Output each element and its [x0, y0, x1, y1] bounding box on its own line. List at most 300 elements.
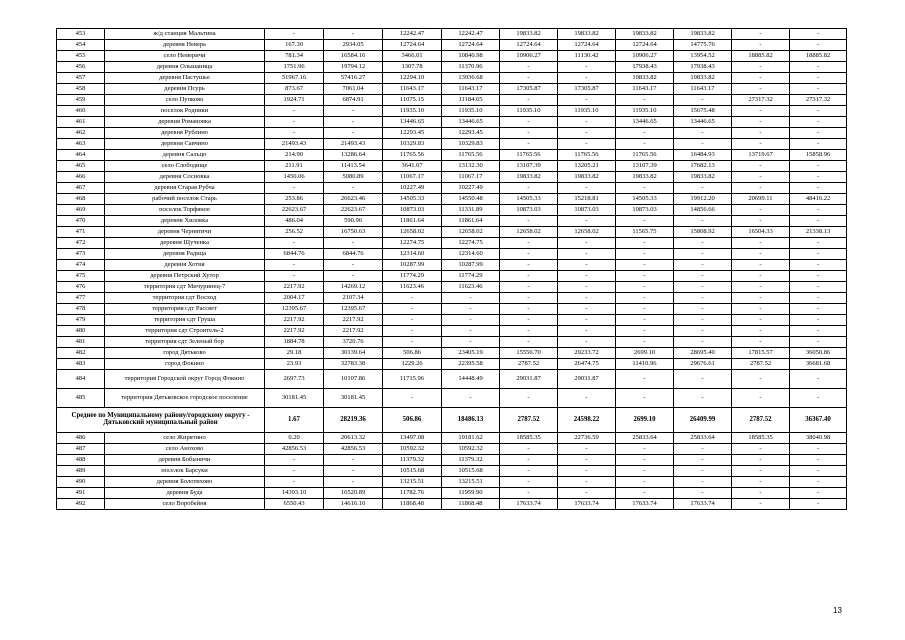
summary-row: [57, 408, 847, 433]
table-cell: 24598.22: [558, 408, 616, 433]
table-cell: 6844.76: [265, 249, 324, 260]
table-row: [57, 29, 847, 40]
table-row: [57, 304, 847, 315]
table-cell: 211.91: [265, 161, 324, 172]
table-cell: -: [265, 117, 324, 128]
table-cell: 10873.03: [616, 205, 674, 216]
table-cell: 10873.03: [558, 205, 616, 216]
table-cell: 28219.36: [324, 408, 383, 433]
table-cell: -: [732, 260, 790, 271]
table-cell: -: [732, 139, 790, 150]
table-cell: 1884.78: [265, 337, 324, 348]
table-cell: 17633.74: [616, 499, 674, 510]
table-cell: 1307.78: [383, 62, 442, 73]
table-cell: 468: [57, 194, 105, 205]
table-cell: деревня Хотня: [105, 260, 265, 271]
table-cell: 11782.76: [383, 488, 442, 499]
table-cell: 30139.64: [324, 348, 383, 359]
table-cell: -: [324, 477, 383, 488]
table-cell: 1.67: [265, 408, 324, 433]
table-row: [57, 389, 847, 408]
table-cell: 36050.86: [790, 348, 847, 359]
table-cell: территория сдт Зеленый бор: [105, 337, 265, 348]
table-cell: -: [500, 282, 558, 293]
table-cell: 18585.35: [500, 433, 558, 444]
table-cell: 3466.01: [383, 51, 442, 62]
table-cell: 472: [57, 238, 105, 249]
table-cell: 16520.89: [324, 488, 383, 499]
table-cell: 13446.65: [442, 117, 500, 128]
table-cell: -: [558, 117, 616, 128]
table-cell: 21493.43: [324, 139, 383, 150]
table-cell: 10515.68: [442, 466, 500, 477]
table-cell: -: [383, 337, 442, 348]
table-cell: -: [790, 326, 847, 337]
table-cell: 16750.63: [324, 227, 383, 238]
table-cell: 14448.49: [442, 370, 500, 389]
table-cell: 459: [57, 95, 105, 106]
table-cell: -: [732, 29, 790, 40]
table-row: [57, 106, 847, 117]
table-row: [57, 150, 847, 161]
table-cell: 473: [57, 249, 105, 260]
table-row: [57, 348, 847, 359]
table-cell: 36681.68: [790, 359, 847, 370]
table-cell: деревня Рублино: [105, 128, 265, 139]
table-cell: 27317.32: [732, 95, 790, 106]
table-cell: 0.20: [265, 433, 324, 444]
table-cell: 19833.82: [674, 172, 732, 183]
table-cell: 13446.65: [383, 117, 442, 128]
table-cell: 484: [57, 370, 105, 389]
table-cell: -: [383, 389, 442, 408]
table-cell: 12242.47: [383, 29, 442, 40]
table-cell: 25833.64: [616, 433, 674, 444]
table-cell: -: [616, 455, 674, 466]
table-cell: 2217.92: [265, 282, 324, 293]
table-cell: 465: [57, 161, 105, 172]
table-cell: -: [674, 260, 732, 271]
table-cell: 18885.82: [790, 51, 847, 62]
table-cell: -: [790, 117, 847, 128]
table-cell: территория Городской округ Город Фокино: [105, 370, 265, 389]
table-cell: 17633.74: [500, 499, 558, 510]
table-cell: 12724.64: [500, 40, 558, 51]
table-cell: 14505.33: [383, 194, 442, 205]
table-cell: 13954.52: [674, 51, 732, 62]
table-cell: 11565.75: [616, 227, 674, 238]
table-cell: -: [500, 455, 558, 466]
table-cell: 20613.32: [324, 433, 383, 444]
table-cell: -: [790, 40, 847, 51]
table-cell: 11331.89: [442, 205, 500, 216]
table-cell: -: [558, 95, 616, 106]
table-cell: -: [558, 128, 616, 139]
table-cell: 17305.87: [558, 84, 616, 95]
table-cell: 11774.29: [442, 271, 500, 282]
table-cell: -: [500, 444, 558, 455]
table-cell: -: [790, 172, 847, 183]
table-cell: -: [732, 315, 790, 326]
table-cell: 10107.86: [324, 370, 383, 389]
table-cell: 11184.65: [442, 95, 500, 106]
table-cell: 590.96: [324, 216, 383, 227]
table-cell: 2699.10: [616, 348, 674, 359]
table-cell: 11935.10: [500, 106, 558, 117]
table-cell: -: [790, 139, 847, 150]
table-cell: 458: [57, 84, 105, 95]
table-cell: 479: [57, 315, 105, 326]
table-cell: -: [616, 216, 674, 227]
table-cell: -: [558, 183, 616, 194]
table-cell: 13107.39: [500, 161, 558, 172]
table-cell: 2787.52: [732, 408, 790, 433]
table-row: [57, 172, 847, 183]
table-cell: 13215.51: [442, 477, 500, 488]
table-cell: 14616.10: [324, 499, 383, 510]
table-cell: 2787.52: [500, 359, 558, 370]
table-cell: -: [558, 139, 616, 150]
table-cell: -: [674, 370, 732, 389]
table-cell: -: [442, 315, 500, 326]
table-cell: 48416.22: [790, 194, 847, 205]
table-row: [57, 444, 847, 455]
table-cell: 12314.60: [383, 249, 442, 260]
table-cell: -: [616, 95, 674, 106]
table-cell: 486.04: [265, 216, 324, 227]
table-cell: -: [500, 326, 558, 337]
table-cell: -: [732, 183, 790, 194]
table-cell: -: [790, 183, 847, 194]
table-row: [57, 499, 847, 510]
table-cell: 21338.13: [790, 227, 847, 238]
table-cell: 12395.67: [324, 304, 383, 315]
table-row: [57, 161, 847, 172]
table-cell: 11643.17: [442, 84, 500, 95]
table-row: [57, 477, 847, 488]
summary-label: Среднее по Муниципальному району/городскому округу - Дятьковский муниципальный район: [57, 408, 265, 433]
table-cell: 11861.64: [442, 216, 500, 227]
table-cell: 454: [57, 40, 105, 51]
table-cell: 18885.82: [732, 51, 790, 62]
table-cell: 2217.92: [265, 315, 324, 326]
table-cell: 11643.17: [674, 84, 732, 95]
table-cell: -: [265, 260, 324, 271]
table-cell: 13107.39: [616, 161, 674, 172]
table-cell: 471: [57, 227, 105, 238]
table-cell: 1229.26: [383, 359, 442, 370]
table-cell: 11765.56: [442, 150, 500, 161]
table-cell: -: [790, 370, 847, 389]
table-row: [57, 359, 847, 370]
table-cell: -: [500, 293, 558, 304]
table-cell: -: [732, 216, 790, 227]
table-cell: 10873.03: [383, 205, 442, 216]
table-cell: -: [324, 183, 383, 194]
table-cell: 1450.06: [265, 172, 324, 183]
table-cell: 3641.07: [383, 161, 442, 172]
table-cell: -: [558, 304, 616, 315]
table-cell: 7061.04: [324, 84, 383, 95]
table-cell: 22736.59: [558, 433, 616, 444]
table-row: [57, 194, 847, 205]
table-cell: 481: [57, 337, 105, 348]
table-row: [57, 84, 847, 95]
table-cell: -: [558, 455, 616, 466]
table-cell: 29031.87: [558, 370, 616, 389]
table-cell: -: [674, 315, 732, 326]
table-cell: -: [732, 477, 790, 488]
table-cell: деревня Чернятичи: [105, 227, 265, 238]
table-cell: 476: [57, 282, 105, 293]
table-cell: -: [616, 304, 674, 315]
table-cell: 12314.60: [442, 249, 500, 260]
table-cell: -: [558, 73, 616, 84]
table-cell: деревня Савчино: [105, 139, 265, 150]
table-cell: 19833.82: [616, 29, 674, 40]
table-cell: город Дятьково: [105, 348, 265, 359]
table-cell: -: [674, 466, 732, 477]
table-cell: 13936.68: [442, 73, 500, 84]
table-cell: 12395.67: [265, 304, 324, 315]
table-cell: 11075.15: [383, 95, 442, 106]
table-cell: -: [324, 117, 383, 128]
table-cell: 20699.11: [732, 194, 790, 205]
table-cell: 474: [57, 260, 105, 271]
table-cell: -: [558, 271, 616, 282]
table-cell: -: [732, 249, 790, 260]
table-cell: 13446.65: [674, 117, 732, 128]
table-cell: 12658.02: [442, 227, 500, 238]
table-cell: -: [790, 161, 847, 172]
data-table: [56, 28, 847, 510]
table-row: [57, 238, 847, 249]
page-number: 13: [833, 606, 842, 615]
table-cell: 13446.65: [616, 117, 674, 128]
table-row: [57, 227, 847, 238]
table-cell: 30181.45: [265, 389, 324, 408]
table-cell: 480: [57, 326, 105, 337]
table-cell: -: [790, 216, 847, 227]
table-cell: 22623.67: [324, 205, 383, 216]
table-cell: деревня Бобыничи: [105, 455, 265, 466]
table-cell: 873.67: [265, 84, 324, 95]
table-cell: -: [616, 128, 674, 139]
table-cell: -: [265, 466, 324, 477]
table-cell: 28695.40: [674, 348, 732, 359]
table-cell: -: [790, 29, 847, 40]
table-cell: -: [616, 249, 674, 260]
table-cell: -: [790, 238, 847, 249]
table-cell: 1751.96: [265, 62, 324, 73]
table-cell: 462: [57, 128, 105, 139]
table-cell: -: [674, 455, 732, 466]
table-cell: 11370.96: [442, 62, 500, 73]
table-cell: 781.34: [265, 51, 324, 62]
table-row: [57, 455, 847, 466]
table-row: [57, 95, 847, 106]
table-cell: -: [500, 183, 558, 194]
table-cell: -: [500, 271, 558, 282]
table-row: [57, 433, 847, 444]
table-cell: -: [616, 337, 674, 348]
table-cell: 11765.56: [558, 150, 616, 161]
table-cell: 12658.02: [383, 227, 442, 238]
table-cell: 506.86: [383, 408, 442, 433]
table-cell: -: [674, 326, 732, 337]
table-cell: деревня Псурь: [105, 84, 265, 95]
table-cell: 10906.27: [500, 51, 558, 62]
table-cell: 11623.46: [383, 282, 442, 293]
table-cell: -: [500, 117, 558, 128]
table-cell: -: [558, 293, 616, 304]
table-cell: 2697.73: [265, 370, 324, 389]
table-cell: -: [500, 249, 558, 260]
table-cell: 51967.16: [265, 73, 324, 84]
table-cell: -: [732, 370, 790, 389]
table-cell: 10840.98: [442, 51, 500, 62]
table-cell: 10287.99: [442, 260, 500, 271]
table-cell: 2934.05: [324, 40, 383, 51]
table-cell: деревня Пастушье: [105, 73, 265, 84]
table-cell: 15218.81: [558, 194, 616, 205]
table-cell: -: [674, 139, 732, 150]
table-cell: 467: [57, 183, 105, 194]
table-cell: село Немеричи: [105, 51, 265, 62]
table-cell: -: [732, 304, 790, 315]
table-cell: 12724.64: [383, 40, 442, 51]
table-cell: -: [616, 271, 674, 282]
table-cell: 11413.54: [324, 161, 383, 172]
table-cell: 29233.72: [558, 348, 616, 359]
table-cell: деревня Сосновка: [105, 172, 265, 183]
table-cell: 38040.98: [790, 433, 847, 444]
table-cell: -: [500, 315, 558, 326]
table-cell: деревня Радица: [105, 249, 265, 260]
table-cell: село Жирятино: [105, 433, 265, 444]
table-cell: 11379.32: [442, 455, 500, 466]
table-cell: 10873.03: [500, 205, 558, 216]
table-cell: -: [500, 337, 558, 348]
table-cell: деревня Петрский Хутор: [105, 271, 265, 282]
table-cell: 10329.83: [383, 139, 442, 150]
table-row: [57, 51, 847, 62]
table-cell: 26623.46: [324, 194, 383, 205]
table-cell: 17938.43: [674, 62, 732, 73]
table-cell: 19833.82: [558, 29, 616, 40]
table-cell: 2787.52: [500, 408, 558, 433]
table-cell: -: [324, 260, 383, 271]
table-cell: -: [324, 271, 383, 282]
table-cell: -: [265, 455, 324, 466]
table-cell: -: [732, 455, 790, 466]
table-cell: 13205.21: [558, 161, 616, 172]
table-cell: 10227.49: [442, 183, 500, 194]
table-cell: 14505.33: [616, 194, 674, 205]
table-cell: 19833.82: [558, 172, 616, 183]
table-cell: 11067.17: [383, 172, 442, 183]
table-cell: -: [732, 106, 790, 117]
table-cell: деревня Ольшаница: [105, 62, 265, 73]
table-cell: -: [500, 304, 558, 315]
table-cell: -: [324, 466, 383, 477]
table-cell: -: [790, 249, 847, 260]
table-cell: 475: [57, 271, 105, 282]
table-cell: -: [500, 389, 558, 408]
table-cell: -: [732, 172, 790, 183]
table-cell: 2699.10: [616, 408, 674, 433]
table-cell: -: [500, 260, 558, 271]
table-cell: -: [616, 477, 674, 488]
table-cell: 11959.90: [442, 488, 500, 499]
table-row: [57, 73, 847, 84]
table-cell: 23405.19: [442, 348, 500, 359]
table-cell: -: [732, 73, 790, 84]
table-cell: -: [265, 238, 324, 249]
table-cell: 2217.92: [324, 315, 383, 326]
table-cell: 253.86: [265, 194, 324, 205]
table-cell: -: [674, 271, 732, 282]
table-cell: 17305.87: [500, 84, 558, 95]
table-cell: деревня Хиловка: [105, 216, 265, 227]
table-cell: 14775.76: [674, 40, 732, 51]
table-cell: 11643.17: [616, 84, 674, 95]
table-cell: 12658.02: [558, 227, 616, 238]
table-cell: -: [500, 139, 558, 150]
table-cell: -: [674, 282, 732, 293]
table-cell: 2787.52: [732, 359, 790, 370]
table-cell: 483: [57, 359, 105, 370]
table-cell: 490: [57, 477, 105, 488]
table-cell: 19794.12: [324, 62, 383, 73]
table-cell: территория сдт Груша: [105, 315, 265, 326]
table-cell: 485: [57, 389, 105, 408]
table-cell: 13215.51: [383, 477, 442, 488]
table-cell: 12724.64: [558, 40, 616, 51]
table-cell: 6874.91: [324, 95, 383, 106]
table-cell: -: [790, 128, 847, 139]
table-cell: -: [324, 29, 383, 40]
table-cell: ж/д станция Мальтина: [105, 29, 265, 40]
table-cell: -: [616, 238, 674, 249]
table-cell: город Фокино: [105, 359, 265, 370]
table-cell: -: [674, 128, 732, 139]
table-cell: 19833.82: [616, 73, 674, 84]
table-cell: 22395.58: [442, 359, 500, 370]
table-cell: -: [500, 477, 558, 488]
table-cell: 453: [57, 29, 105, 40]
table-cell: 12724.64: [442, 40, 500, 51]
table-cell: -: [674, 293, 732, 304]
table-cell: -: [674, 304, 732, 315]
table-cell: 456: [57, 62, 105, 73]
table-cell: 477: [57, 293, 105, 304]
table-cell: -: [790, 455, 847, 466]
table-cell: 32783.38: [324, 359, 383, 370]
table-row: [57, 271, 847, 282]
table-cell: 2107.34: [324, 293, 383, 304]
table-row: [57, 40, 847, 51]
table-cell: -: [732, 389, 790, 408]
table-cell: 11935.10: [442, 106, 500, 117]
table-cell: 10287.99: [383, 260, 442, 271]
table-cell: 491: [57, 488, 105, 499]
table-cell: 29676.61: [674, 359, 732, 370]
table-cell: -: [500, 128, 558, 139]
table-cell: -: [790, 282, 847, 293]
table-cell: 1924.71: [265, 95, 324, 106]
table-cell: -: [558, 62, 616, 73]
